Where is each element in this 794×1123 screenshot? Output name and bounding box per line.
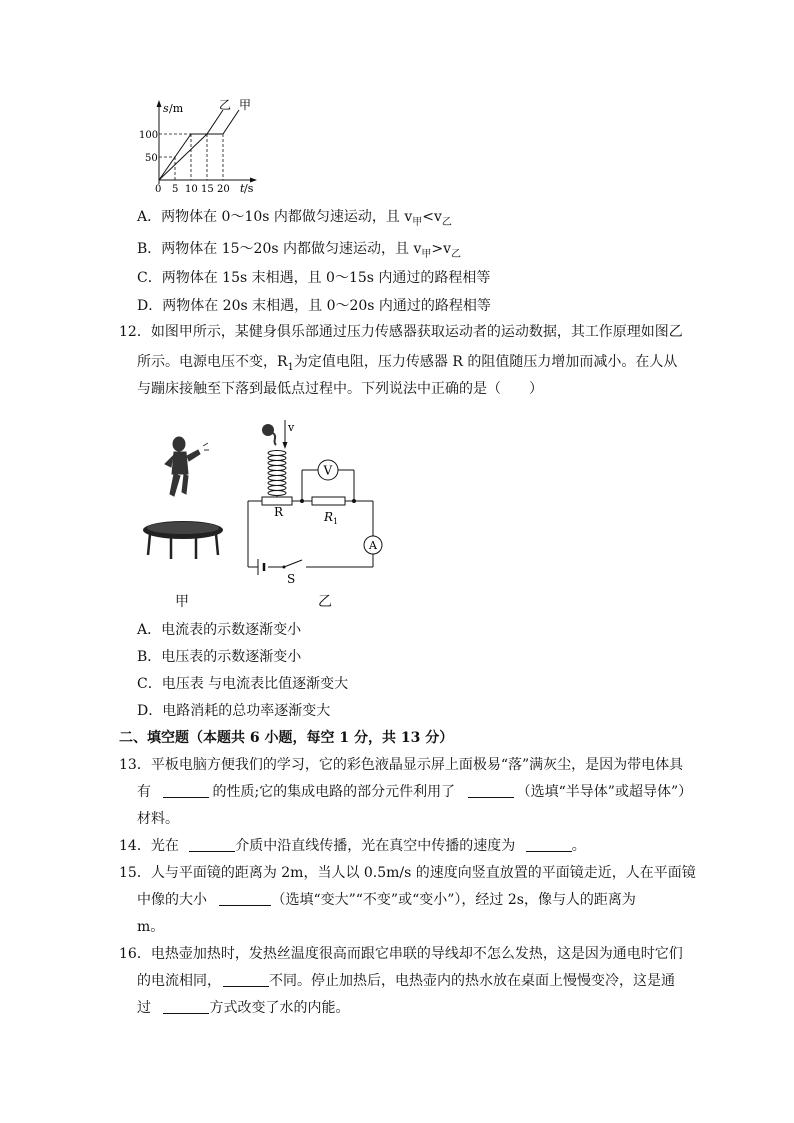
q14-blank-2[interactable]: [526, 837, 572, 852]
x-axis-var: t: [240, 182, 245, 195]
q11-option-c: C．两物体在 15s 末相遇，且 0～15s 内通过的路程相等: [137, 270, 491, 286]
voltmeter-label: V: [323, 463, 333, 478]
resistor-r: [262, 497, 292, 505]
label-jia: 甲: [239, 98, 252, 112]
spring: [268, 451, 286, 499]
q15-line3: m。: [137, 919, 165, 935]
falling-ball: [262, 424, 276, 445]
figure-label-jia: 甲: [175, 594, 189, 610]
q12-option-b: B．电压表的示数逐渐变小: [137, 649, 302, 665]
q15-line2: 中像的大小 （选填“变大”“不变”或“变小”），经过 2s，像与人的距离为: [137, 892, 636, 908]
jumper: [165, 437, 209, 496]
q16-blank-2[interactable]: [163, 999, 209, 1014]
velocity-arrowhead: [283, 442, 288, 449]
line-jia: [159, 110, 239, 180]
junction-right: [352, 499, 356, 503]
y-axis-arrow: [157, 100, 162, 107]
q15-line1: 15．人与平面镜的距离为 2m，当人以 0.5m/s 的速度向竖直放置的平面镜走近，人在平面镜: [119, 865, 696, 881]
q12-line2: 所示。电源电压不变，$R_1$为定值电阻，压力传感器 R 的阻值随压力增加而减小。在人从: [137, 354, 678, 373]
x-tick-15: 15: [201, 184, 214, 195]
q16-line1: 16．电热壶加热时，发热丝温度很高而跟它串联的导线却不怎么发热，这是因为通电时它们: [119, 946, 683, 962]
junction-left: [300, 499, 304, 503]
y-axis-var: s: [163, 102, 169, 115]
y-tick-50: 50: [145, 153, 158, 164]
q16-line3: 过 方式改变了水的内能。: [137, 1000, 350, 1016]
s-t-graph: [135, 96, 260, 196]
velocity-label: v: [288, 421, 295, 434]
q16-blank-1[interactable]: [223, 972, 269, 987]
q13-line1: 13．平板电脑方便我们的学习，它的彩色液晶显示屏上面极易“落”满灰尘，是因为带电体具: [119, 757, 684, 773]
q11-option-d: D．两物体在 20s 末相遇，且 0～20s 内通过的路程相等: [137, 298, 491, 314]
q12-line3: 与蹦床接触至下落到最低点过程中。下列说法中正确的是（ ）: [137, 381, 543, 397]
q14-line: 14．光在 介质中沿直线传播，光在真空中传播的速度为 。: [119, 838, 586, 854]
circuit-wires: [248, 470, 373, 567]
q12-option-d: D．电路消耗的总功率逐渐变大: [137, 703, 331, 719]
trampoline-mat: [147, 522, 219, 534]
q12-option-a: A．电流表的示数逐渐变小: [137, 622, 302, 638]
q13-line3: 材料。: [137, 811, 179, 827]
x-tick-20: 20: [217, 184, 230, 195]
y-axis-unit: /m: [169, 102, 184, 115]
section-title: 二、填空题（本题共 6 小题，每空 1 分，共 13 分）: [119, 730, 454, 746]
label-yi: 乙: [219, 98, 232, 112]
q12-line1: 12．如图甲所示，某健身俱乐部通过压力传感器获取运动者的运动数据，其工作原理如图乙: [119, 324, 683, 340]
q13-blank-2[interactable]: [468, 783, 514, 798]
switch-label: S: [287, 572, 296, 586]
x-axis-unit: /s: [244, 182, 254, 195]
q12-option-c: C．电压表 与电流表比值逐渐变大: [137, 676, 349, 692]
q13-blank-1[interactable]: [163, 783, 209, 798]
q15-blank-1[interactable]: [219, 891, 271, 906]
q11-option-a: A．两物体在 0～10s 内都做匀速运动，且 $v_甲<v_乙$: [137, 209, 452, 228]
resistor-r-label: R: [274, 505, 284, 519]
trampoline-figure: [138, 430, 228, 565]
q13-line2: 有 的性质;它的集成电路的部分元件利用了 （选填“半导体”或超导体”）: [137, 784, 693, 800]
q14-blank-1[interactable]: [189, 837, 235, 852]
switch-pivot: [283, 566, 286, 569]
x-tick-5: 5: [172, 184, 179, 195]
resistor-r1-label: $R_1$: [324, 510, 339, 526]
x-tick-0: 0: [155, 184, 162, 195]
y-tick-100: 100: [139, 130, 159, 141]
circuit-figure: [240, 415, 390, 590]
ammeter-label: A: [369, 539, 377, 552]
q16-line2: 的电流相同， 不同。停止加热后，电热壶内的热水放在桌面上慢慢变冷，这是通: [137, 973, 675, 989]
q11-option-b: B．两物体在 15～20s 内都做匀速运动，且 $v_甲>v_乙$: [137, 241, 462, 260]
x-tick-10: 10: [185, 184, 198, 195]
resistor-r1: [312, 497, 345, 505]
figure-label-yi: 乙: [318, 594, 332, 610]
